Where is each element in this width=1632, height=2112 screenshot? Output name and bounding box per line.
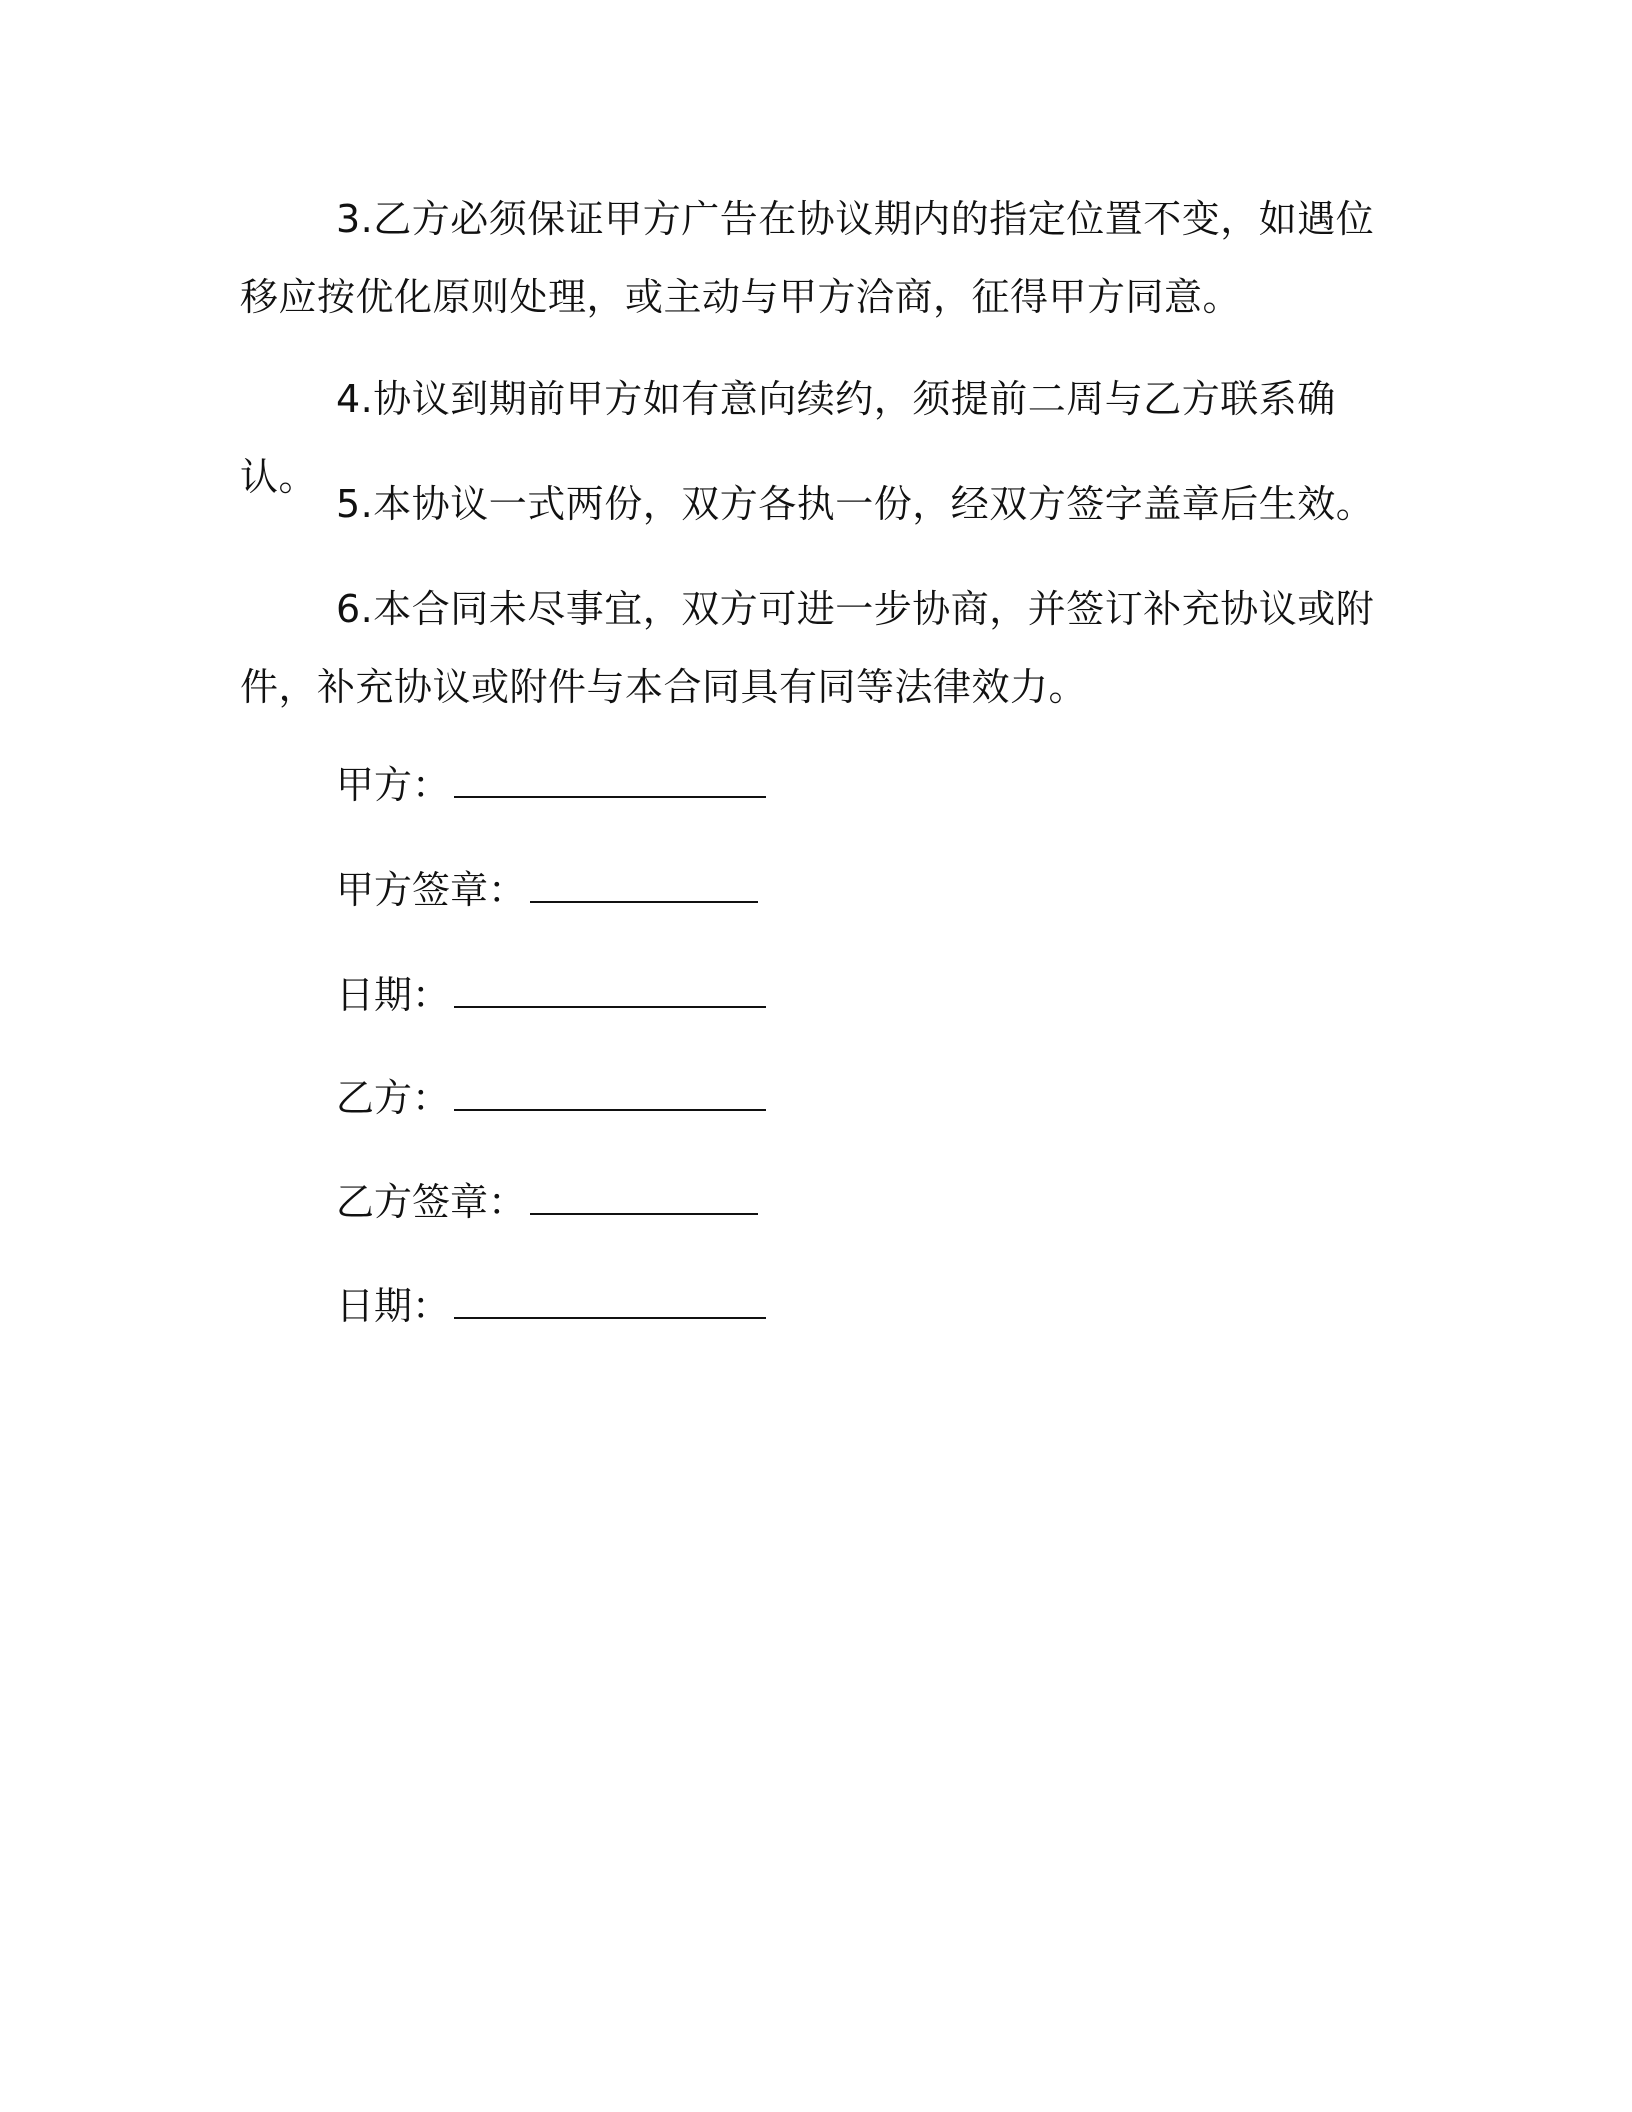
party-b-date-line <box>336 1276 766 1336</box>
party-a-label: 甲方： <box>336 763 451 807</box>
party-b-seal-blank[interactable] <box>530 1173 758 1215</box>
party-b-label: 乙方： <box>336 1076 451 1120</box>
party-b-seal-line <box>336 1172 758 1232</box>
party-b-signature-line <box>336 1068 766 1128</box>
clause-3: 3.乙方必须保证甲方广告在协议期内的指定位置不变，如遇位移应按优化原则处理，或主动与甲方洽商，征得甲方同意。 <box>240 197 1375 319</box>
party-a-date-line <box>336 965 766 1025</box>
party-b-seal-label: 乙方签章： <box>336 1180 527 1224</box>
party-a-seal-label: 甲方签章： <box>336 868 527 912</box>
party-b-blank[interactable] <box>454 1069 766 1111</box>
party-a-blank[interactable] <box>454 756 766 798</box>
party-b-date-blank[interactable] <box>454 1277 766 1319</box>
party-a-seal-blank[interactable] <box>530 861 758 903</box>
clause-4: 4.协议到期前甲方如有意向续约，须提前二周与乙方联系确认。 <box>240 377 1336 499</box>
clause-6: 6.本合同未尽事宜，双方可进一步协商，并签订补充协议或附件，补充协议或附件与本合同具有同等法律效力。 <box>240 587 1375 709</box>
clause-5: 5.本协议一式两份，双方各执一份，经双方签字盖章后生效。 <box>336 482 1375 526</box>
party-a-seal-line <box>336 860 758 920</box>
party-a-signature-line <box>336 755 766 815</box>
party-a-date-label: 日期： <box>336 973 451 1017</box>
party-a-date-blank[interactable] <box>454 966 766 1008</box>
party-b-date-label: 日期： <box>336 1284 451 1328</box>
